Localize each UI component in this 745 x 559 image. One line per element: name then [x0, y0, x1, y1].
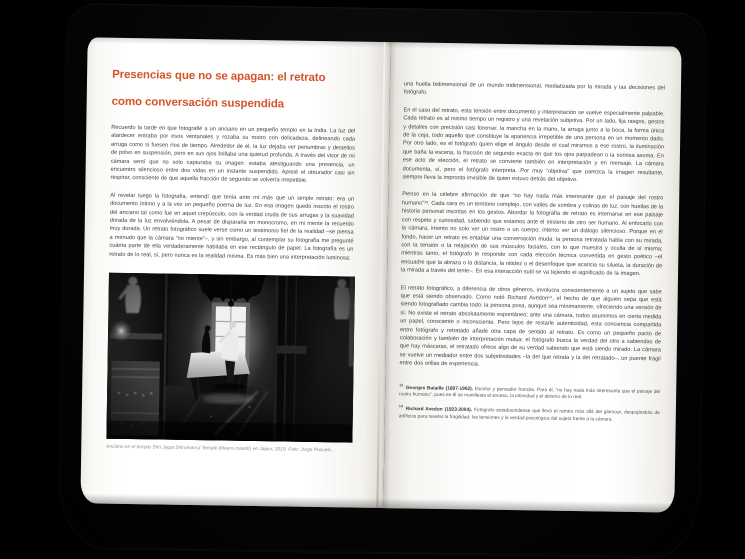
body-paragraph: El retrato fotográfico, a diferencia de otros géneros, involucra conscientemente a un sujeto que sabe que está siendo observado. Como notó Richard Avedon¹⁴, el hecho de que alguien sepa que está siendo fotografiado cambia todo: la persona posa, aunque sea mínimamente, ofreciendo una versión de sí. No existe el retrato absolutamente espontáneo; ante una cámara, todos asumimos en cierta medida un papel, consciente o inconsciente. Pero lejos de restarle autenticidad, esta conciencia compartida entre fotógrafo y retratado añade otra capa de sentido al retrato. Es como un pequeño pacto de colaboración y también de interpretación mutua: el fotógrafo busca la verdad del otro a sabiendas de que hay máscaras, el retratado ofrece algo de su verdad sabiendo que está siendo mirado. La cámara se vuelve un mediador entre dos subjetividades –la del que retrata y la del retratado–, un puente frágil entre dos orillas de experiencia.	[399, 284, 661, 372]
temple-photo	[106, 273, 355, 443]
body-paragraph: Recuerdo la tarde en que fotografié a un anciano en un pequeño templo en la India. La luz del atardecer entraba por esos ventanales y rozaba su rostro con delicadeza, delineando cada arruga como si fuesen ríos de tiempo. Alrededor de él, la luz dejaba ver penumbras y destellos de polvo en suspensión, pero en sus ojos brillaba una quietud profunda. A través del visor de mi cámara sentí que no solo capturaba su imagen: estaba atestiguando una presencia, un encuentro silencioso entre dos vidas en un instante suspendido. Apreté el obturador casi sin respirar, consciente de que aquella fracción de segundo se volvería irrepetible.	[110, 124, 355, 187]
footnote-author: Richard Avedon (1923-2004).	[406, 407, 472, 413]
body-paragraph: una huella bidimensional de un mundo tridimensional, mediatizada por la mirada y las decisiones del fotógrafo.	[404, 80, 665, 101]
open-pages	[80, 37, 681, 512]
left-page	[80, 37, 390, 508]
footnote-marker: 14	[399, 404, 403, 408]
footnotes-block	[399, 382, 661, 424]
body-paragraph: En el caso del retrato, esta tensión entre documento y interpretación se vuelve especialmente palpable. Cada retrato es al mismo tiempo un registro y una revelación subjetiva. Por un lado, fija rasgos, gestos y detalles con precisión casi forense: la mancha en la mano, la arruga junto a la boca, la forma única de la ceja, todo aquello que constituye la apariencia irrepetible de una persona en un momento dado. Por otro lado, es el fotógrafo quien elige el ángulo desde el cual miramos a ese rostro, la iluminación que baña la escena, la fracción de segundo exacta en que los ojos parpadean o la sonrisa asoma. En ese acto de elección, el retrato se convierte también en interpretación y en mensaje. La cámara documenta, sí, pero el fotógrafo interpreta. Por muy “objetiva” que parezca la imagen resultante, siempre lleva la impronta invisible de quien estuvo detrás del objetivo.	[402, 106, 664, 186]
body-paragraph: Al revelar luego la fotografía, entendí que tenía ante mí más que un simple retrato: era un documento íntimo y a la vez un pequeño poema de luz. En esa imagen quedó inscrito el rostro del anciano tal como fue en aquel crepúsculo, con la verdad cruda de sus arrugas y la suavidad dorada de la luz envolviéndola. A pesar de dispararla en monocromo, en mi mente la recuerdo muy dorada. Un retrato fotográfico suele verse como un testimonio fiel de la realidad –se piensa a menudo que la cámara “no miente”–, y sin embargo, al contemplar su fotografía me pregunté cuánta parte de ella verdaderamente habitaba en ese rectángulo de papel. La fotografía es un retrato de lo real, sí, pero nunca es la realidad misma. Es más bien una interpretación luminosa:	[109, 192, 354, 263]
footnote-text: Escritor y pensador francés. Para él, “no hay nada más interesante que el paisaje del rostro humano”, pues en él se manifiesta el exceso, la intimidad y el abismo de lo real.	[399, 387, 660, 401]
footnote	[399, 403, 660, 424]
book-spread	[80, 37, 681, 512]
footnote-author: Georges Bataille (1897-1962).	[406, 386, 473, 392]
right-page	[383, 42, 681, 513]
temple-photo-figure	[106, 273, 355, 455]
footnote-text: Fotógrafo estadounidense que llevó el retrato más allá del glamour, despojándolo de artificios para revelar la fragilidad, las tensiones y la verdad psicológica del sujeto frente a la cámara.	[399, 408, 660, 422]
footnote-marker: 13	[399, 383, 403, 387]
footnote	[399, 382, 660, 403]
photo-caption: Anciano en el templo Shri Jagat Shiromani ji Temple (Meera mandir) en Jaipur, 2019. Foto: Jorge Pozuelo.	[106, 445, 352, 455]
article-heading: Presencias que no se apagan: el retrato como conversación suspendida	[111, 62, 354, 120]
body-paragraph: Pienso en la célebre afirmación de que “no hay nada más interesante que el paisaje del rostro humano”¹³. Cada cara es un territorio complejo, con valles de sombra y colinas de luz, con huellas de la historia personal inscritas en los gestos. Abordar la fotografía de retrato es internarse en ese paisaje con respeto y curiosidad, sabiendo que estamos ante el misterio de otro ser humano. Al enfocarlo con la cámara, intento no solo ver un rostro o un cuerpo; intento ver un diálogo silencioso. Porque en el fondo, hacer un retrato es entablar una conversación muda: la persona retratada habla con su mirada, con la tensión o la relajación de sus músculos faciales, con lo que muestra y oculta de sí misma; mientras tanto, el fotógrafo le responde con cada elección técnica convertida en gesto poético –el encuadre que la abraza o la distancia, la nitidez o el desenfoque que acaricia su silueta, la duración de la mirada a través del lente–. En esa interacción sutil se va tejiendo el significado de la imagen.	[401, 191, 663, 279]
